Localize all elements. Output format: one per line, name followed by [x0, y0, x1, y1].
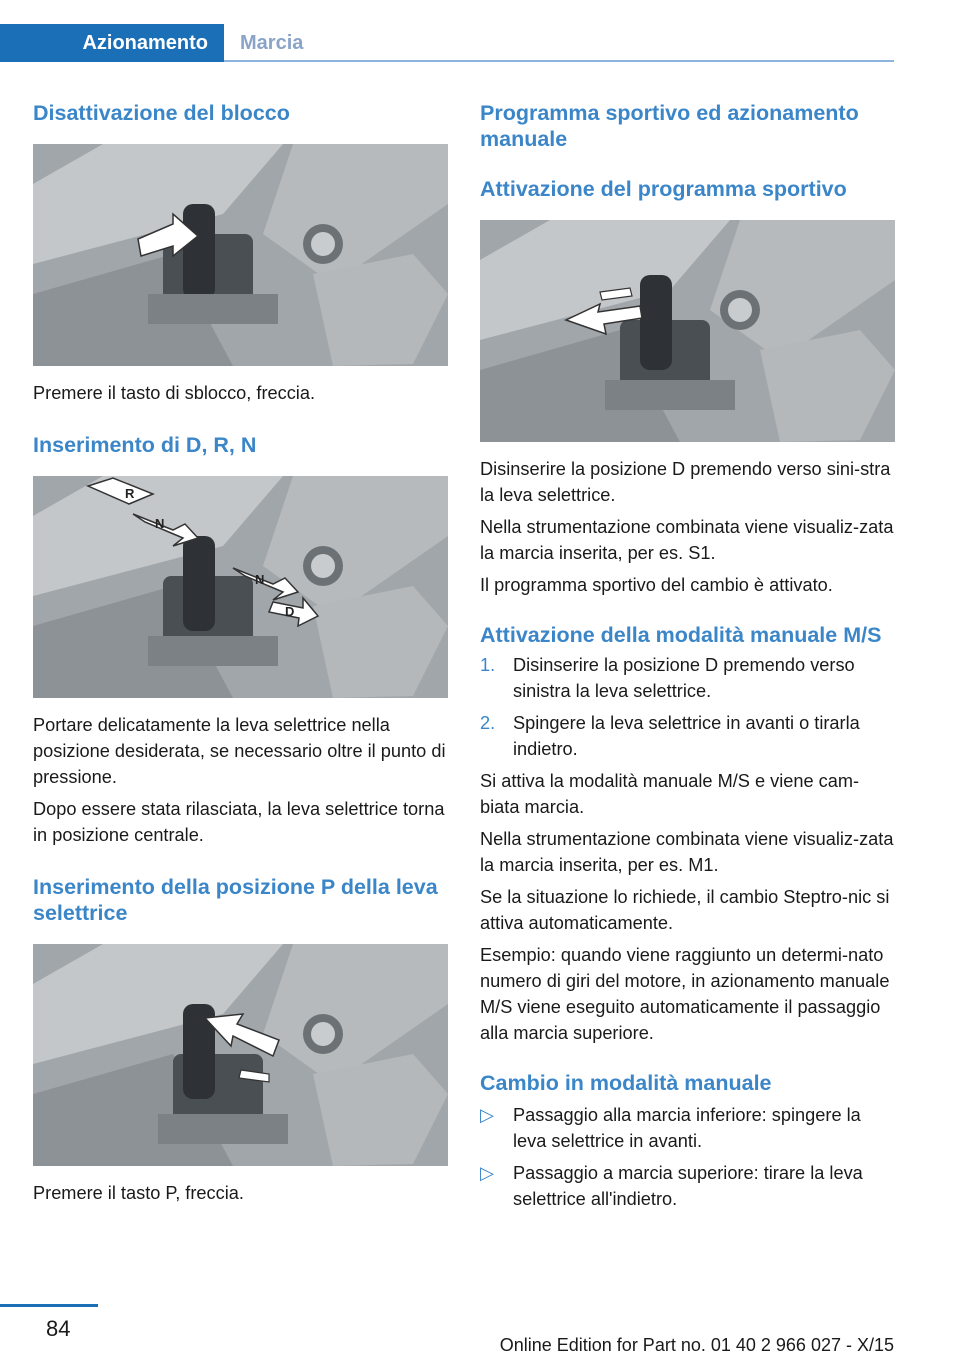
heading-cambio-manuale: Cambio in modalità manuale: [480, 1071, 772, 1095]
step-text: Spingere la leva selettrice in avanti o tirarla indietro.: [513, 713, 860, 759]
header-rule: [224, 60, 894, 62]
text-move-lever: Portare delicatamente la leva selettrice nella posizione desiderata, se necessario oltre il punto di pressione.: [33, 715, 446, 787]
text-press-unlock: Premere il tasto di sblocco, freccia.: [33, 383, 316, 403]
photo-gear-positions: [33, 476, 448, 698]
step-text: Disinserire la posizione D premendo verso sinistra la leva selettrice.: [513, 655, 855, 701]
bullet-text: Passaggio a marcia superiore: tirare la leva selettrice all'indietro.: [513, 1163, 863, 1209]
page-number-rule: [0, 1304, 98, 1307]
text-display-m1: Nella strumentazione combinata viene visualiz‐zata la marcia inserita, per es. M1.: [480, 829, 894, 875]
triangle-bullet-icon: ▷: [480, 1163, 494, 1183]
heading-inserimento-p: Inserimento della posizione P della leva selettrice: [33, 875, 438, 925]
step-number: 2.: [480, 713, 496, 733]
text-example: Esempio: quando viene raggiunto un determi‐nato numero di giri del motore, in azionamento manuale M/S viene eseguito automaticamente il passaggio alla marcia superiore.: [480, 945, 890, 1043]
heading-inserimento-drn: Inserimento di D, R, N: [33, 433, 257, 457]
text-disengage-d: Disinserire la posizione D premendo verso sini‐stra la leva selettrice.: [480, 459, 891, 505]
gear-label-n-upper: N: [155, 516, 165, 531]
gear-label-d: D: [285, 604, 295, 619]
list-item: [480, 710, 895, 762]
list-item: [480, 1160, 895, 1212]
gear-label-r: R: [125, 486, 135, 501]
heading-attivazione-manuale: Attivazione della modalità manuale M/S: [480, 623, 882, 647]
photo-p-button: [33, 944, 448, 1166]
gear-label-n-lower: N: [255, 572, 265, 587]
list-item: [480, 652, 895, 704]
heading-attivazione-sportivo: Attivazione del programma sportivo: [480, 177, 847, 201]
text-lever-returns: Dopo essere stata rilasciata, la leva selettrice torna in posizione centrale.: [33, 799, 445, 845]
edition-footer: Online Edition for Part no. 01 40 2 966 027 - X/15: [499, 1335, 894, 1355]
steps-list: [480, 652, 895, 762]
text-press-p: Premere il tasto P, freccia.: [33, 1183, 244, 1203]
text-steptronic: Se la situazione lo richiede, il cambio Steptro‐nic si attiva automaticamente.: [480, 887, 890, 933]
tab-marcia[interactable]: Marcia: [240, 31, 304, 54]
photo-unlock-button: [33, 144, 448, 366]
photo-sport-mode: [480, 220, 895, 442]
heading-disattivazione: Disattivazione del blocco: [33, 101, 290, 125]
right-column: [480, 100, 895, 1212]
list-item: [480, 1102, 895, 1154]
heading-programma-sportivo: Programma sportivo ed azionamento manuale: [480, 101, 859, 151]
text-sport-active: Il programma sportivo del cambio è attivato.: [480, 575, 833, 595]
tab-azionamento[interactable]: Azionamento: [0, 24, 224, 62]
bullets-list: [480, 1102, 895, 1212]
text-display-s1: Nella strumentazione combinata viene visualiz‐zata la marcia inserita, per es. S1.: [480, 517, 894, 563]
bullet-text: Passaggio alla marcia inferiore: spingere la leva selettrice in avanti.: [513, 1105, 861, 1151]
page-number: 84: [46, 1316, 71, 1341]
triangle-bullet-icon: ▷: [480, 1105, 494, 1125]
header-tabs: [0, 24, 894, 62]
left-column: [33, 100, 448, 1206]
text-manual-active: Si attiva la modalità manuale M/S e viene cam‐biata marcia.: [480, 771, 860, 817]
step-number: 1.: [480, 655, 496, 675]
